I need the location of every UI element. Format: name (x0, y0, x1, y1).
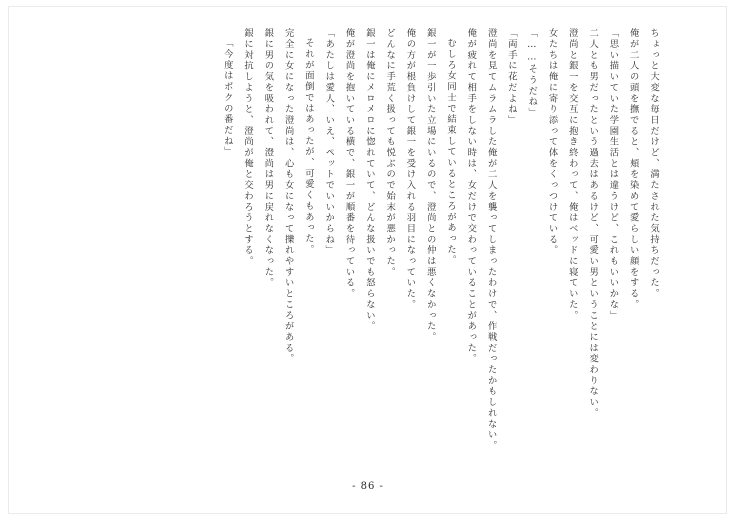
vertical-text-body (211, 28, 658, 458)
page-number: - 86 - (352, 481, 384, 492)
text-line: 俺が澄尚を抱いている横で、銀一が順番を待っている。 (343, 28, 355, 300)
text-line: むしろ女同士で結束しているところがあった。 (445, 38, 457, 266)
text-line: 澄尚と銀一を交互に抱き終わって、俺はベッドに寝ていた。 (566, 28, 578, 321)
text-line: どんなに手荒く扱っても悦ぶので始末が悪かった。 (384, 28, 396, 278)
text-line: ちょっと大変な毎日だけど、満たされた気持ちだった。 (648, 28, 659, 300)
text-line: 俺が疲れて相手をしない時は、女だけで交わっていることがあった。 (465, 28, 477, 365)
text-line: 二人とも男だったという過去はあるけど、可愛い男ということには変わりない。 (587, 28, 599, 419)
text-line: 「思い描いていた学園生活とは違うけど、これもいいかな」 (607, 28, 619, 321)
text-line: 「今度はボクの番だね」 (221, 38, 233, 158)
text-line: 銀に男の気を吸われて、澄尚は男に戻れなくなった。 (262, 28, 274, 289)
text-line: 女たちは俺に寄り添って体をくっつけている。 (546, 28, 558, 256)
text-line: 「……そうだね」 (526, 28, 538, 119)
text-line: 俺の方が根負けして銀一を受け入れる羽目になっていた。 (404, 28, 416, 311)
text-line: 銀一が一歩引いた立場にいるので、澄尚との仲は悪くなかった。 (424, 28, 436, 343)
text-line: 完全に女になった澄尚は、心も女になって擽れやすいところがある。 (282, 28, 294, 365)
text-line: 「両手に花だよね」 (505, 28, 517, 126)
text-line: 「あたしは愛人、いえ、ペットでいいからね」 (323, 28, 335, 256)
text-line: それが面倒ではあったが、可愛くもあった。 (302, 38, 314, 255)
text-line: 銀に対抗しようと、澄尚が俺と交わろうとする。 (242, 28, 254, 267)
text-line: 澄尚を見てムラムラした俺が二人を襲ってしまったわけで、作戦だったかもしれない。 (485, 28, 497, 452)
text-line: 銀一は俺にメロメロに惚れていて、どんな扱いでも怒らない。 (363, 28, 375, 332)
text-line: 俺が二人の頭を撫でると、頬を染めて愛らしい顔をする。 (627, 28, 639, 311)
